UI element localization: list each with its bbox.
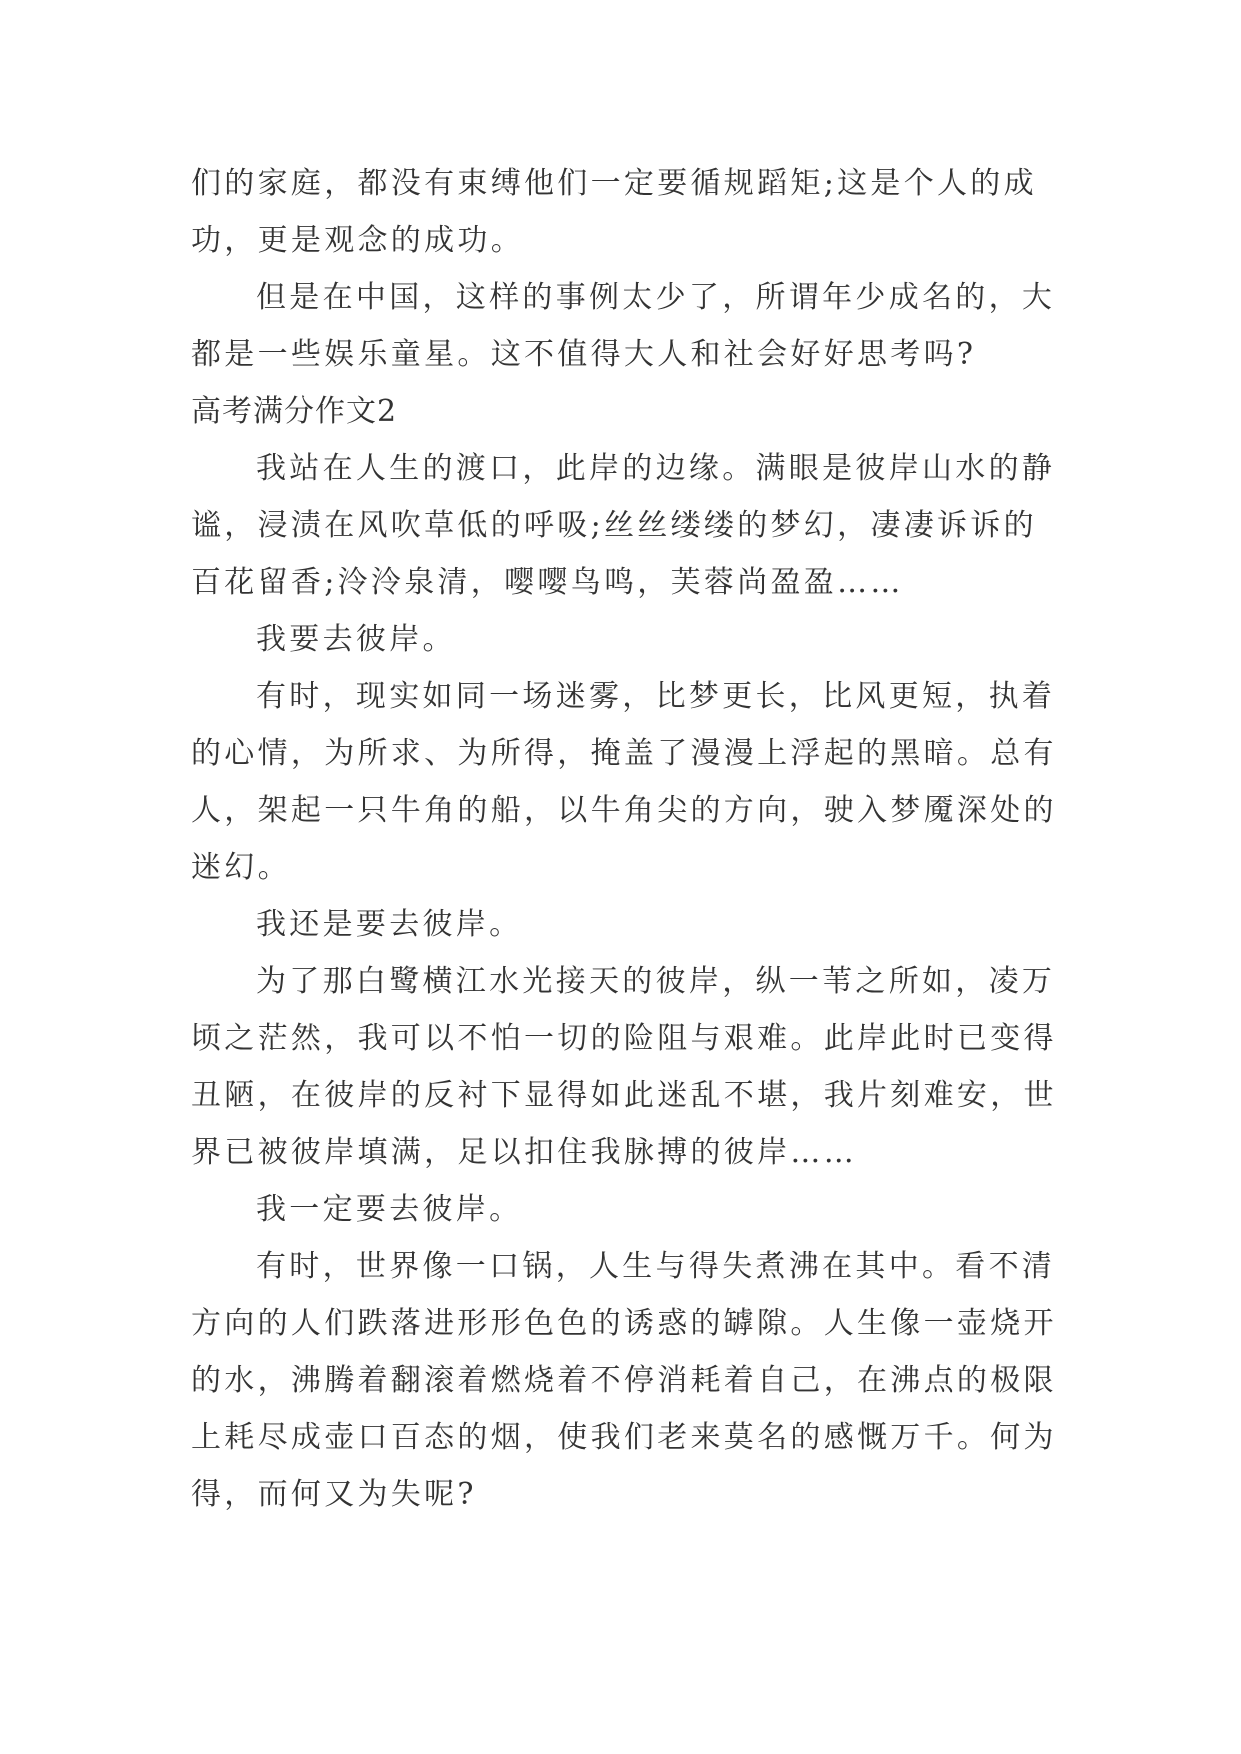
- document-body: [191, 155, 1057, 1523]
- text-line: 谧，浸渍在风吹草低的呼吸;丝丝缕缕的梦幻，凄凄诉诉的: [191, 508, 1037, 543]
- text-line: 方向的人们跌落进形形色色的诱惑的罅隙。人生像一壶烧开: [191, 1306, 1057, 1341]
- text-line: 的水，沸腾着翻滚着燃烧着不停消耗着自己，在沸点的极限: [191, 1363, 1057, 1398]
- text-line: 功，更是观念的成功。: [191, 223, 524, 258]
- text-line: 界已被彼岸填满，足以扣住我脉搏的彼岸……: [191, 1135, 857, 1170]
- text-line: 我还是要去彼岸。: [256, 907, 523, 942]
- text-line: 迷幻。: [191, 850, 291, 885]
- text-line: 百花留香;泠泠泉清，嘤嘤鸟鸣，芙蓉尚盈盈……: [191, 565, 904, 600]
- text-line: 的心情，为所求、为所得，掩盖了漫漫上浮起的黑暗。总有: [191, 736, 1057, 771]
- text-line: 顷之茫然，我可以不怕一切的险阻与艰难。此岸此时已变得: [191, 1021, 1057, 1056]
- text-line: 为了那白鹭横江水光接天的彼岸，纵一苇之所如，凌万: [256, 964, 1056, 999]
- text-line: 有时，世界像一口锅，人生与得失煮沸在其中。看不清: [256, 1249, 1056, 1284]
- text-line: 们的家庭，都没有束缚他们一定要循规蹈矩;这是个人的成: [191, 166, 1037, 201]
- text-line: 我站在人生的渡口，此岸的边缘。满眼是彼岸山水的静: [256, 451, 1056, 486]
- text-line: 但是在中国，这样的事例太少了，所谓年少成名的，大: [256, 280, 1056, 315]
- text-line: 上耗尽成壶口百态的烟，使我们老来莫名的感慨万千。何为: [191, 1420, 1057, 1455]
- text-line: 有时，现实如同一场迷雾，比梦更长，比风更短，执着: [256, 679, 1056, 714]
- text-line: 得，而何又为失呢?: [191, 1477, 477, 1512]
- text-line: 我要去彼岸。: [256, 622, 456, 657]
- text-line: 丑陋，在彼岸的反衬下显得如此迷乱不堪，我片刻难安，世: [191, 1078, 1057, 1113]
- text-line: 都是一些娱乐童星。这不值得大人和社会好好思考吗?: [191, 337, 977, 372]
- text-line: 我一定要去彼岸。: [256, 1192, 523, 1227]
- text-line: 人，架起一只牛角的船，以牛角尖的方向，驶入梦魇深处的: [191, 793, 1057, 828]
- essay-heading: 高考满分作文2: [191, 394, 398, 429]
